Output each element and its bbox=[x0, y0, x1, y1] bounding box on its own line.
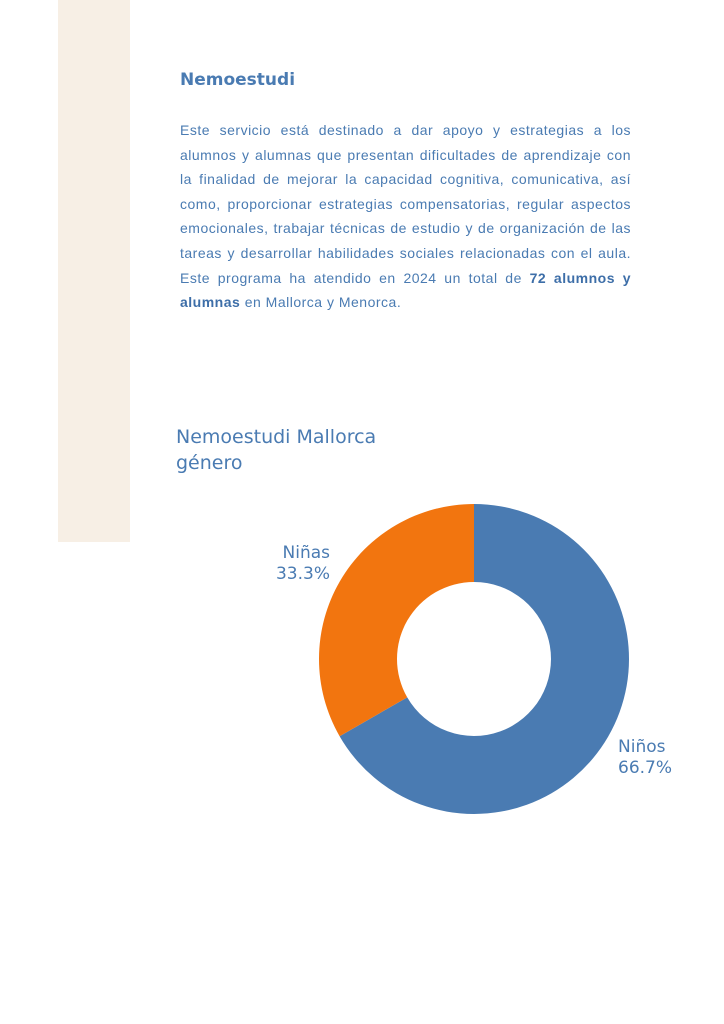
description-text-end: en Mallorca y Menorca. bbox=[240, 294, 402, 311]
slice-category-label: Niñas bbox=[282, 543, 330, 563]
slice-value-label: 33.3% bbox=[275, 564, 330, 584]
section-title: Nemoestudi bbox=[180, 70, 296, 90]
chart-title-line1: Nemoestudi Mallorca bbox=[176, 426, 377, 448]
description-highlight: 72 alumnos y alumnas bbox=[180, 269, 631, 311]
slice-value-label: 66.7% bbox=[618, 758, 673, 778]
slice-category-label: Niños bbox=[618, 737, 666, 757]
slice-ninas bbox=[319, 504, 474, 736]
chart-title-line2: género bbox=[176, 452, 243, 474]
description-text-start: Este servicio está destinado a dar apoyo y estrategias a los alumnos y alumnas que presentan dificultades de aprendizaje con la finalidad de mejorar la capacidad cognitiva, comunicativa, así como, proporcionar estrategias compensatorias, regular aspectos emocionales, trabajar técnicas de estudio y de organización de las tareas y desarrollar habilidades sociales relacionadas con el aula. Este programa ha atendido en 2024 un total de bbox=[180, 122, 631, 286]
